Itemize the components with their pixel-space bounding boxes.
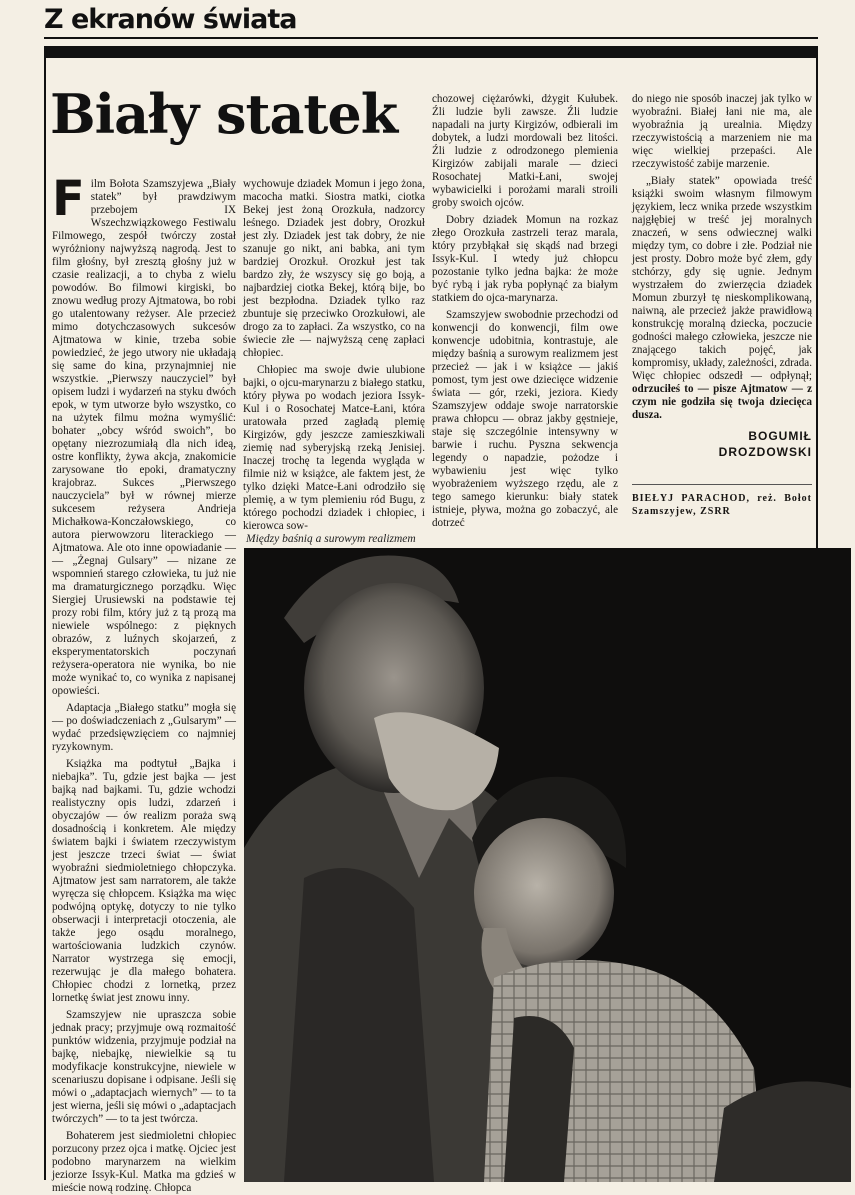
frame-left-rule xyxy=(44,58,46,1180)
paragraph: Szamszyjew swobodnie przechodzi od konwencji do konwencji, film owe konwencje udobitnia, kontrastuje, ale między baśnią a surowym realizmem jest przecież — jak i w książce — jakiś pomost, tym jest owe dziecięce widzenie świata — gór, rzeki, jeziora. Kiedy Szamszyjew oddaje swoje narratorskie prawa chłopcu — obraz jakby gęstnieje, staje się szczególnie intensywny w barwie i ruchu. Pyszna sekwencja legendy o napadzie, pożodze i wybawieniu jest więc tylko wyobrażeniem wyższego rzędu, ale z tego samego kierunku: biały statek istnieje, pływa, można go zobaczyć, ale dotrzeć xyxy=(432,309,618,529)
article-title: Biały statek xyxy=(50,82,398,146)
drop-cap: F xyxy=(52,171,85,227)
section-header: Z ekranów świata xyxy=(44,4,297,35)
bold-ending: odrzuciłeś to — pisze Ajtmatow — z czym nie godziła się twoja dziecięca dusza. xyxy=(632,383,812,421)
paragraph: „Biały statek” opowiada treść książki swoim własnym filmowym językiem, lecz wnika przede wszystkim najgłębiej w treść jej moralnych znaczeń, w sens odwiecznej walki między tym, co dobre i złe. Podział nie jest prosty. Dobro może być złem, gdy stchórzy, gdy się ugnie. Jednym wystrzałem do zwierzęcia dziadek Momun zburzył tę nieskomplikowaną, naiwną, ale przecież jakże prawidłową konstrukcję moralną dziecka, poczucie godności małego człowieka, jeszcze nie znającego takich pojęć, jak kompromisy, układy, zależności, zdrada. Więc chłopiec odszedł — odpłynął; odrzuciłeś to — pisze Ajtmatow — z czym nie godziła się twoja dziecięca dusza. xyxy=(632,175,813,421)
film-still-illustration xyxy=(244,548,851,1182)
paragraph: Chłopiec ma swoje dwie ulubione bajki, o ojcu-marynarzu z białego statku, który pływa po wodach jeziora Issyk-Kul i o Rosochatej Matce-Łani, która uratowała przed zagładą plemię Kirgizów, gdy jeszcze zamieszkiwali ziemię nad syberyjską rzeką Jenisiej. Inaczej trochę ta legenda wygląda w filmie niż w książce, ale faktem jest, że tylko dzięki Matce-Łani odrodziło się plemię, a w tym plemieniu ród Bugu, z którego pochodzi dziadek i chłopiec, i kierowca sow- xyxy=(243,364,425,532)
text-column-4 xyxy=(632,93,813,459)
paragraph: Dobry dziadek Momun na rozkaz złego Orozkuła zastrzeli teraz marala, który przybłąkał się skądś nad brzegi Issyk-Kul. I wtedy już chłopcu pozostanie tylko jedna bajka: że może być rybą i jak ryba popłynąć za białym statkiem do ojca-marynarza. xyxy=(432,214,618,304)
author-byline: BOGUMIŁ DROZDOWSKI xyxy=(718,429,812,459)
paragraph: chozowej ciężarówki, dżygit Kułubek. Źli ludzie byli zawsze. Źli ludzie napadali na jurty Kirgizów, odbierali im dobytek, a ludzi mordowali bez litości. Źli ludzie z odrodzonego plemienia Kirgizów zabijali marale — dzieci Rosochatej Matki-Łani, swojej wybawicielki i porożami marali stroili groby swoich ojców. xyxy=(432,93,618,209)
photo-caption: Między baśnią a surowym realizmem xyxy=(246,533,416,545)
frame-right-rule xyxy=(816,58,818,548)
header-rule xyxy=(44,37,818,39)
paragraph: Książka ma podtytuł „Bajka i niebajka”. Tu, gdzie jest bajka — jest bajką nad bajkami. Tu, gdzie wchodzi realistyczny opis ludzi, zdarzeń i obyczajów — ów realizm poraża swą dosadnością i konkretem. Ale między światem bajki i światem rzeczywistym jest jeszcze trzeci świat — świat wyobraźni siedmioletniego chłopczyka. Ajtmatow jest sam narratorem, ale także wyręcza się chłopcem. Książka ma więc podwójną optykę, dotyczy to nie tylko obserwacji i interpretacji otoczenia, ale także jego osądu moralnego, wartościowania ludzkich czynów. Narrator wystrzega się emocji, rezerwując je dla małego bohatera. Chłopiec chodzi z lornetką, przez lornetkę świat jest znowu inny. xyxy=(52,758,236,1004)
paragraph: Adaptacja „Białego statku” mogła się — po doświadczeniach z „Gulsarym” — wydać przedsięwzięciem co najmniej ryzykownym. xyxy=(52,702,236,753)
paragraph: Film Bołota Szamszyjewa „Biały statek” był prawdziwym przebojem IX Wszechzwiązkowego Festiwalu Filmowego, zespół twórczy został wyróżniony najwyższą nagrodą. Jest to film głośny, był zresztą głośny już w czasie realizacji, a to chyba z wielu powodów. Bo filmowi kirgiski, bo znowu według prozy Ajtmatowa, bo robi go utalentowany reżyser. Ale przecież mimo dotychczasowych sukcesów Ajtmatowa w kinie, trzeba sobie powiedzieć, że jego utwory nie układają się same do kina, przynajmniej nie wszystkie. „Pierwszy nauczyciel” był opisem ludzi i wydarzeń na styku dwóch epok, w tym utworze było wszystko, co na użytek filmu można wymyślić: bohater „obcy wśród swoich”, bo opętany niezrozumiałą dla nich ideą, ostre konflikty, żywa akcja, znakomicie zarysowane tło epoki, dramatyczny krajobraz. Sukces „Pierwszego nauczyciela” był w równej mierze sukcesem reżysera Andrieja Michałkowa-Konczałowskiego, co autora pierwowzoru literackiego — Ajtmatowa. Ale oto inne opowiadanie — — „Żegnaj Gulsary” — nizane ze wspomnień starego człowieka, tu już nie ma dramaturgicznego porządku. Więc Siergiej Urusiewski na podstawie tej prozy robi film, który już z tą prozą ma niewiele wspólnego: z pięknych obrazów, z luźnych skojarzeń, z eksperymentatorskich poczynań reżysera-operatora nie wynika, bo nie może wynikać to, co wynika z napisanej opowieści. xyxy=(52,171,236,697)
top-black-bar xyxy=(44,46,818,58)
paragraph: Bohaterem jest siedmioletni chłopiec porzucony przez ojca i matkę. Ojciec jest podobno marynarzem na wielkim jeziorze Issyk-Kul. Matka ma gdzieś w mieście nową rodzinę. Chłopca xyxy=(52,1130,236,1194)
credits-rule xyxy=(632,484,812,485)
text-column-2 xyxy=(243,178,425,532)
text-column-1 xyxy=(52,171,236,1194)
text-column-3 xyxy=(432,93,618,529)
paragraph: do niego nie sposób inaczej jak tylko w wyobraźni. Białej łani nie ma, ale wyobraźnia ją urealnia. Między rzeczywistością a marzeniem nie ma więc wielkiej przepaści. Ale rzeczywistość zabije marzenie. xyxy=(632,93,812,170)
paragraph: wychowuje dziadek Momun i jego żona, macocha matki. Siostra matki, ciotka Bekej jest żoną Orozkuła, nadzorcy leśnego. Dziadek jest dobry, Orozkuł jest zły. Dziadek jest tak dobry, że nie szanuje go nikt, ani babka, ani tym bardziej Orozkuł. Orozkuł jest tak bardzo zły, że wszyscy się go boją, a najbardziej ciotka Bekej, którą bije, bo jest bezpłodna. Dziadek tylko raz zbuntuje się przeciwko Orozkułowi, ale drogo za to zapłaci. Za wszystko, co na świecie złe — najwyższą cenę zapłaci chłopiec. xyxy=(243,178,425,359)
film-still-photo xyxy=(244,548,851,1182)
paragraph: Szamszyjew nie upraszcza sobie jednak pracy; przyjmuje ową rozmaitość punktów widzenia, przyjmuje podział na bajkę, niebajkę, niewielkie są tu modyfikacje konstrukcyjne, niewiele w scenariuszu dopisane i odpisane. Jeśli się mówi o „adaptacjach wiernych” — to ta jest wierna, jeśli się mówi o „adaptacjach twórczych” — to ta jest twórcza. xyxy=(52,1009,236,1125)
film-credits: BIEŁYJ PARACHOD, reż. Bołot Szamszyjew, ZSRR xyxy=(632,493,812,517)
